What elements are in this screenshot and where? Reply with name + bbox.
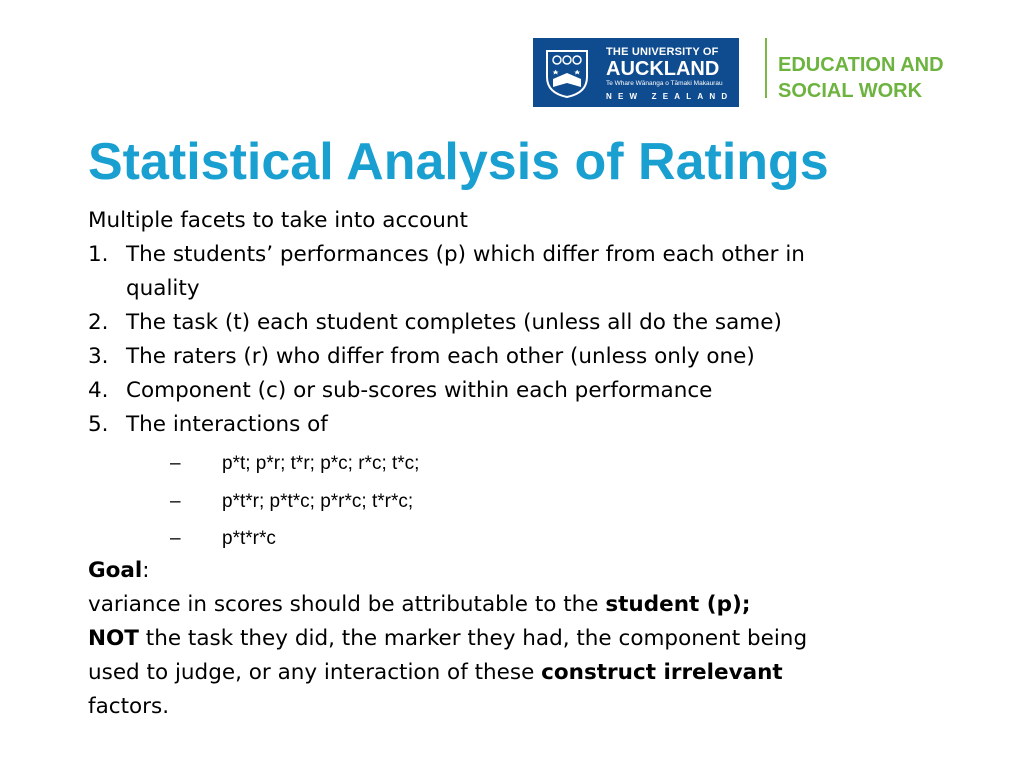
- sub-item-text: p*t*r*c: [222, 528, 276, 549]
- goal-colon: :: [142, 558, 150, 583]
- logo-line-3: Te Whare Wānanga o Tāmaki Makaurau: [606, 80, 723, 87]
- list-text: quality: [126, 276, 200, 301]
- goal-text: variance in scores should be attributable to the: [88, 592, 606, 617]
- slide-title: Statistical Analysis of Ratings: [88, 133, 829, 191]
- goal-emphasis: construct irrelevant: [541, 660, 783, 685]
- goal-text: the task they did, the marker they had, the component being: [138, 626, 808, 651]
- list-text: The students’ performances (p) which differ from each other in: [126, 242, 805, 267]
- faculty-line-1: EDUCATION AND: [778, 54, 944, 76]
- goal-text: used to judge, or any interaction of these: [88, 660, 542, 685]
- sub-item-text: p*t*r; p*t*c; p*r*c; t*r*c;: [222, 491, 414, 512]
- sub-item-text: p*t; p*r; t*r; p*c; r*c; t*c;: [222, 453, 420, 474]
- goal-line-3: [88, 656, 783, 690]
- faculty-line-2: SOCIAL WORK: [778, 80, 923, 102]
- goal-emphasis: student (p);: [605, 592, 751, 617]
- goal-line-4: factors.: [88, 694, 170, 719]
- goal-emphasis: NOT: [88, 626, 139, 651]
- list-text: The interactions of: [126, 412, 328, 437]
- logo-line-1: THE UNIVERSITY OF: [606, 46, 719, 58]
- university-logo: [533, 38, 739, 107]
- logo-line-4: NEW ZEALAND: [606, 91, 734, 101]
- list-text: The task (t) each student completes (unless all do the same): [126, 310, 782, 335]
- goal-heading: [88, 554, 150, 588]
- list-number: 5.: [88, 412, 109, 437]
- logo-line-2: AUCKLAND: [606, 58, 720, 80]
- dash-bullet: –: [170, 453, 181, 474]
- list-text: The raters (r) who differ from each other (unless only one): [126, 344, 755, 369]
- dash-bullet: –: [170, 528, 181, 549]
- list-text: Component (c) or sub-scores within each performance: [126, 378, 713, 403]
- goal-line-2: [88, 622, 807, 656]
- list-number: 4.: [88, 378, 109, 403]
- intro-text: Multiple facets to take into account: [88, 208, 468, 233]
- list-number: 2.: [88, 310, 109, 335]
- faculty-name: [778, 52, 944, 104]
- header-divider: [765, 38, 767, 98]
- list-number: 3.: [88, 344, 109, 369]
- goal-line-1: [88, 588, 750, 622]
- dash-bullet: –: [170, 491, 181, 512]
- crest-icon: [543, 47, 591, 99]
- list-number: 1.: [88, 242, 109, 267]
- goal-label: Goal: [88, 558, 143, 583]
